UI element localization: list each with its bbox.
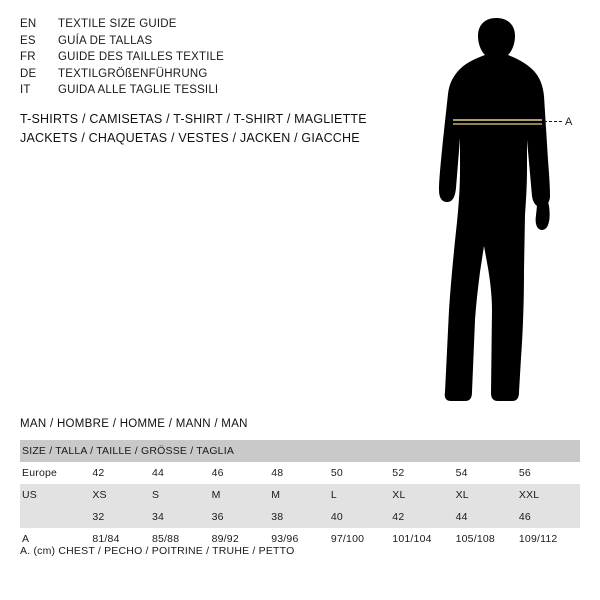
size-table [20,440,580,550]
table-cell: 105/108 [454,528,517,550]
table-cell: 93/96 [269,528,329,550]
table-cell: 40 [329,506,390,528]
table-cell: 50 [329,462,390,484]
language-code: FR [20,51,36,63]
language-text: GUIDA ALLE TAGLIE TESSILI [58,84,219,96]
language-text: GUÍA DE TALLAS [58,34,153,47]
table-cell: 52 [390,462,453,484]
language-text: TEXTILE SIZE GUIDE [58,18,177,30]
table-cell: 81/84 [90,528,150,550]
table-cell: S [150,484,210,506]
table-cell: XXL [517,484,580,506]
language-row [20,33,400,50]
row-label: A [20,528,90,550]
table-title: MAN / HOMBRE / HOMME / MANN / MAN [20,418,248,430]
table-cell: 56 [517,462,580,484]
table-cell: 54 [454,462,517,484]
language-row [20,49,400,66]
man-silhouette-icon [400,10,600,410]
table-cell: 38 [269,506,329,528]
row-label: US [20,484,90,506]
table-cell: 34 [150,506,210,528]
table-cell: 101/104 [390,528,453,550]
table-cell: 42 [90,462,150,484]
language-code: EN [20,18,37,30]
footnote: A. (cm) CHEST / PECHO / POITRINE / TRUHE / PETTO [20,545,295,557]
language-header-block [20,16,400,99]
table-cell: 97/100 [329,528,390,550]
language-code: IT [20,84,31,96]
language-row [20,82,400,99]
language-text: TEXTILGRÖßENFÜHRUNG [58,67,208,80]
table-header-label: SIZE / TALLA / TAILLE / GRÖSSE / TAGLIA [20,440,580,462]
table-cell: XL [454,484,517,506]
measure-label-a: A [565,116,573,128]
table-cell: XL [390,484,453,506]
figure-illustration [400,10,600,410]
table-cell: 46 [517,506,580,528]
table-cell: 48 [269,462,329,484]
table-cell: M [210,484,270,506]
language-text: GUIDE DES TAILLES TEXTILE [58,51,225,63]
language-row [20,66,400,83]
category-line-tshirts: T-SHIRTS / CAMISETAS / T-SHIRT / T-SHIRT / MAGLIETTE [20,112,367,126]
language-code: ES [20,34,36,47]
table-cell: 32 [90,506,150,528]
table-cell: 89/92 [210,528,270,550]
table-cell: 85/88 [150,528,210,550]
table-header-row [20,440,580,462]
table-row [20,484,580,506]
table-cell: M [269,484,329,506]
table-cell: 44 [454,506,517,528]
language-code: DE [20,67,37,80]
row-label [20,506,90,528]
category-block [20,110,440,148]
table-cell: XS [90,484,150,506]
measure-leader-line [544,121,562,123]
row-label: Europe [20,462,90,484]
table-cell: 36 [210,506,270,528]
table-cell: 42 [390,506,453,528]
category-line-jackets: JACKETS / CHAQUETAS / VESTES / JACKEN / GIACCHE [20,131,360,145]
table-row [20,462,580,484]
table-cell: 46 [210,462,270,484]
language-row [20,16,400,33]
table-row [20,506,580,528]
table-cell: 44 [150,462,210,484]
table-cell: 109/112 [517,528,580,550]
table-cell: L [329,484,390,506]
